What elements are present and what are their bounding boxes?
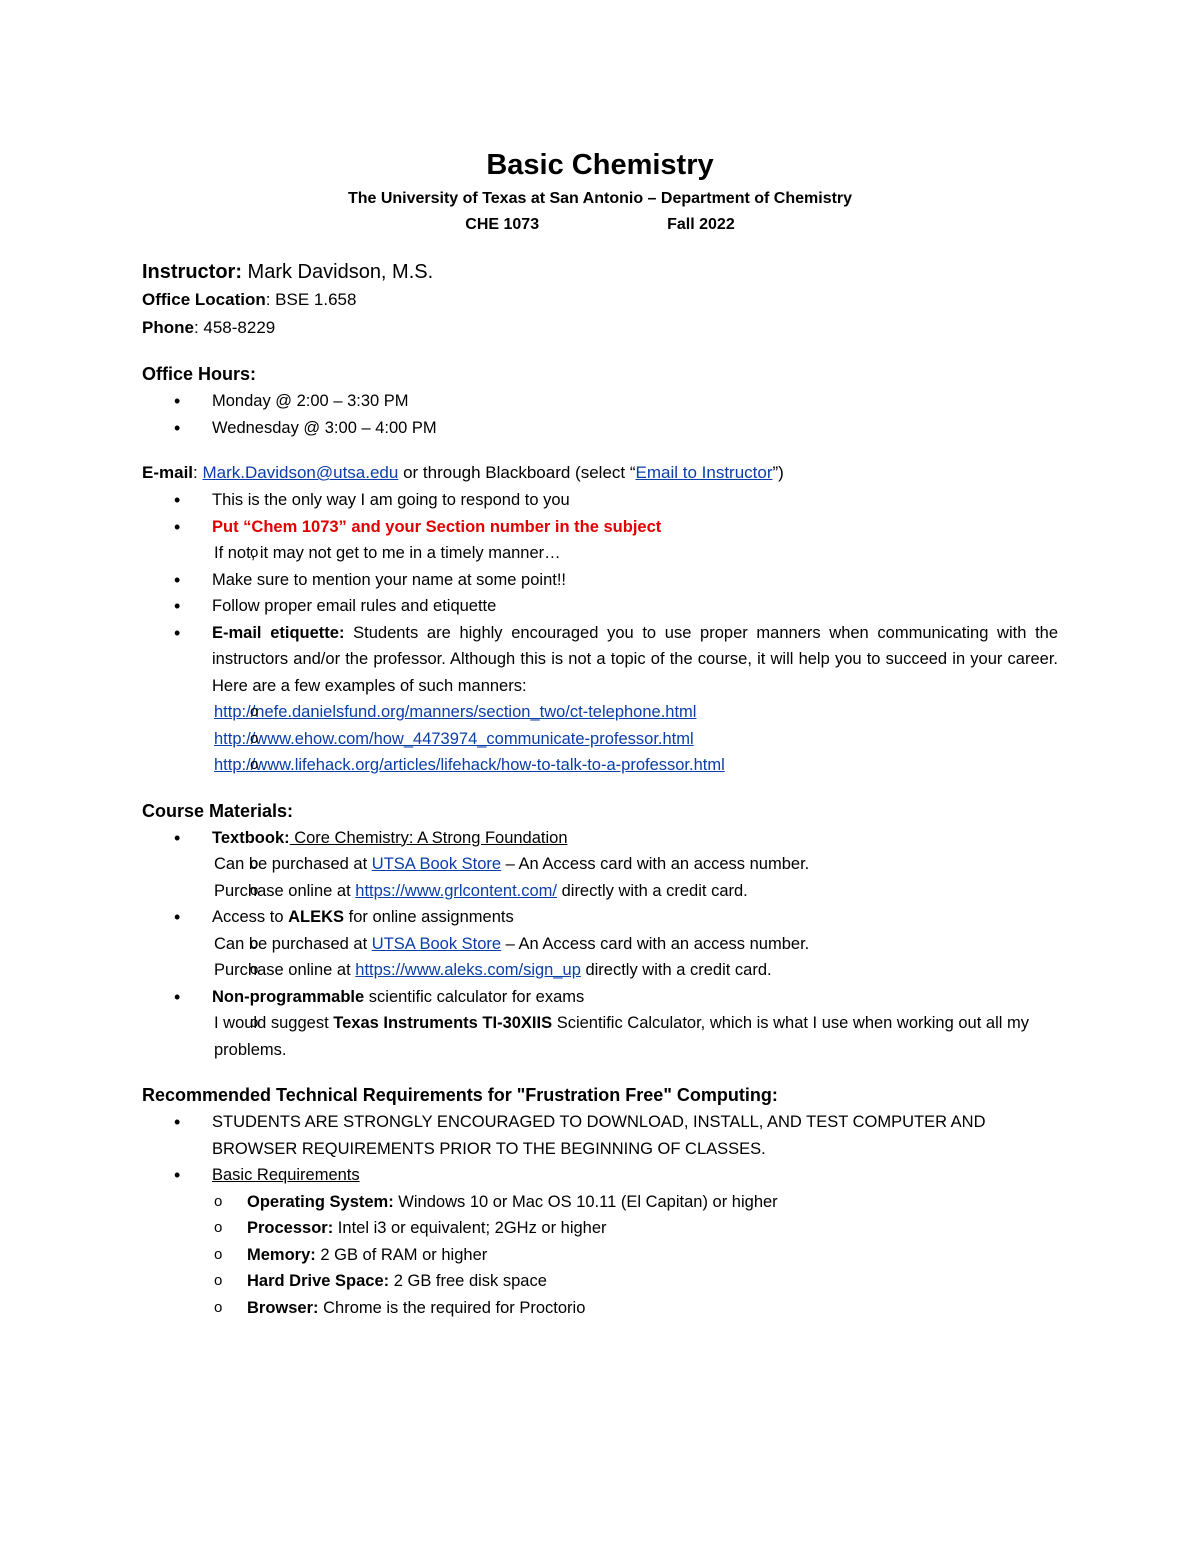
phone-label: Phone	[142, 318, 194, 337]
list-item	[142, 699, 1058, 726]
list-item: • STUDENTS ARE STRONGLY ENCOURAGED TO DOWNLOAD, INSTALL, AND TEST COMPUTER AND BROWSER REQUIREMENTS PRIOR TO THE BEGINNING OF CLASSES.	[142, 1109, 1058, 1162]
office-location-label: Office Location	[142, 290, 266, 309]
phone-line	[142, 314, 1058, 342]
req-label: Operating System:	[247, 1192, 394, 1211]
etiquette-paragraph	[212, 620, 1058, 700]
req-label: Memory:	[247, 1245, 316, 1264]
materials-list	[142, 825, 1058, 1064]
office-hours-list	[142, 388, 1058, 441]
list-item	[142, 931, 1058, 958]
office-hours-heading: Office Hours:	[142, 364, 257, 384]
email-address-link[interactable]: Mark.Davidson@utsa.edu	[202, 463, 399, 482]
office-location-line	[142, 286, 1058, 314]
list-item	[142, 957, 1058, 984]
course-code: CHE 1073	[465, 216, 540, 233]
online-prefix: Purchase online at	[214, 881, 356, 900]
list-item	[142, 1242, 1058, 1269]
online-suffix: directly with a credit card.	[557, 881, 748, 900]
list-item: • Follow proper email rules and etiquette	[142, 593, 1058, 620]
tech-list	[142, 1109, 1058, 1321]
req-value: 2 GB of RAM or higher	[315, 1245, 488, 1264]
calculator-text: scientific calculator for exams	[364, 987, 585, 1006]
sub-list	[212, 1010, 1058, 1063]
list-item	[142, 851, 1058, 878]
email-end-text: ”)	[772, 463, 784, 482]
req-value: Intel i3 or equivalent; 2GHz or higher	[333, 1219, 607, 1237]
instructor-label: Instructor:	[142, 261, 242, 283]
course-line	[142, 214, 1058, 236]
university-line: The University of Texas at San Antonio – Department of Chemistry	[347, 190, 853, 207]
etiquette-link-1[interactable]: http://nefe.danielsfund.org/manners/section_two/ct-telephone.html	[214, 703, 697, 721]
list-item	[142, 1010, 1058, 1063]
aleks-name: ALEKS	[288, 908, 345, 926]
instructor-line	[142, 258, 1058, 286]
etiquette-link-2[interactable]: http://www.ehow.com/how_4473974_communicate-professor.html	[214, 729, 694, 748]
list-item: • Monday @ 2:00 – 3:30 PM	[142, 388, 1058, 415]
etiquette-label: E-mail etiquette:	[212, 623, 345, 642]
instructor-name: Mark Davidson, M.S.	[242, 261, 434, 283]
textbook-title: Core Chemistry: A Strong Foundation	[289, 828, 568, 847]
textbook-label: Textbook:	[212, 828, 290, 847]
req-label: Processor:	[247, 1219, 334, 1237]
calc-sub-suffix: Scientific Calculator, which is what I use when working out all my problems.	[214, 1014, 1029, 1059]
course-term: Fall 2022	[667, 216, 735, 233]
requirements-list	[212, 1189, 1058, 1322]
email-mid-text: or through Blackboard (select “	[398, 463, 636, 482]
list-item	[142, 620, 1058, 779]
subject-instruction: Put “Chem 1073” and your Section number in the subject	[212, 517, 662, 536]
list-item: • Wednesday @ 3:00 – 4:00 PM	[142, 415, 1058, 442]
buy-prefix: Can be purchased at	[214, 855, 372, 873]
list-item: • Make sure to mention your name at some point!!	[142, 567, 1058, 594]
course-materials-heading: Course Materials:	[142, 800, 294, 821]
list-item: o If not, it may not get to me in a timely manner…	[142, 540, 1058, 567]
sub-list	[212, 540, 1058, 567]
phone-value: : 458-8229	[193, 318, 276, 337]
bookstore-link[interactable]: UTSA Book Store	[371, 855, 502, 873]
list-item	[142, 1215, 1058, 1242]
calc-sub-prefix: I would suggest	[214, 1014, 334, 1032]
calculator-model: Texas Instruments TI-30XIIS	[333, 1014, 553, 1032]
basic-requirements-label: Basic Requirements	[212, 1166, 360, 1184]
email-line	[142, 459, 1058, 487]
email-colon: :	[193, 463, 203, 482]
req-value: Windows 10 or Mac OS 10.11 (El Capitan) or higher	[393, 1192, 778, 1211]
list-item	[142, 825, 1058, 905]
list-item	[142, 752, 1058, 779]
office-location-value: : BSE 1.658	[265, 290, 357, 309]
list-item	[142, 1189, 1058, 1216]
list-item	[142, 1162, 1058, 1321]
req-value: 2 GB free disk space	[389, 1272, 547, 1290]
aleks-prefix: Access to	[212, 908, 289, 926]
calculator-bold: Non-programmable	[212, 987, 365, 1006]
online-suffix: directly with a credit card.	[580, 961, 772, 979]
req-value: Chrome is the required for Proctorio	[318, 1298, 586, 1317]
etiquette-link-3[interactable]: http://www.lifehack.org/articles/lifehack/how-to-talk-to-a-professor.html	[214, 756, 725, 774]
buy-prefix: Can be purchased at	[214, 934, 372, 953]
list-item: • This is the only way I am going to respond to you	[142, 487, 1058, 514]
etiquette-links-list	[212, 699, 1058, 779]
aleks-url-link[interactable]: https://www.aleks.com/sign_up	[355, 961, 581, 979]
list-item	[142, 904, 1058, 984]
etiquette-text: Students are highly encouraged you to use proper manners when communicating with the instructors and/or the professor. Although this is not a topic of the course, it will help you to succeed in your career. Here are a few examples of such manners:	[212, 623, 1059, 695]
list-item	[142, 1268, 1058, 1295]
sub-list	[212, 851, 1058, 904]
email-to-instructor-link[interactable]: Email to Instructor	[635, 463, 773, 482]
bookstore-link[interactable]: UTSA Book Store	[371, 934, 502, 953]
tech-requirements-heading: Recommended Technical Requirements for "Frustration Free" Computing:	[142, 1085, 778, 1105]
email-label: E-mail	[142, 463, 194, 482]
req-label: Browser:	[247, 1298, 319, 1317]
buy-suffix: – An Access card with an access number.	[501, 855, 810, 873]
document-title: Basic Chemistry	[486, 149, 714, 181]
email-rules-list	[142, 487, 1058, 779]
req-label: Hard Drive Space:	[247, 1272, 390, 1290]
online-prefix: Purchase online at	[214, 961, 356, 979]
list-item	[142, 984, 1058, 1064]
list-item	[142, 514, 1058, 567]
list-item	[142, 726, 1058, 753]
aleks-suffix: for online assignments	[344, 908, 514, 926]
buy-suffix: – An Access card with an access number.	[501, 934, 810, 953]
list-item	[142, 1295, 1058, 1322]
list-item	[142, 878, 1058, 905]
textbook-url-link[interactable]: https://www.grlcontent.com/	[355, 881, 558, 900]
sub-list	[212, 931, 1058, 984]
